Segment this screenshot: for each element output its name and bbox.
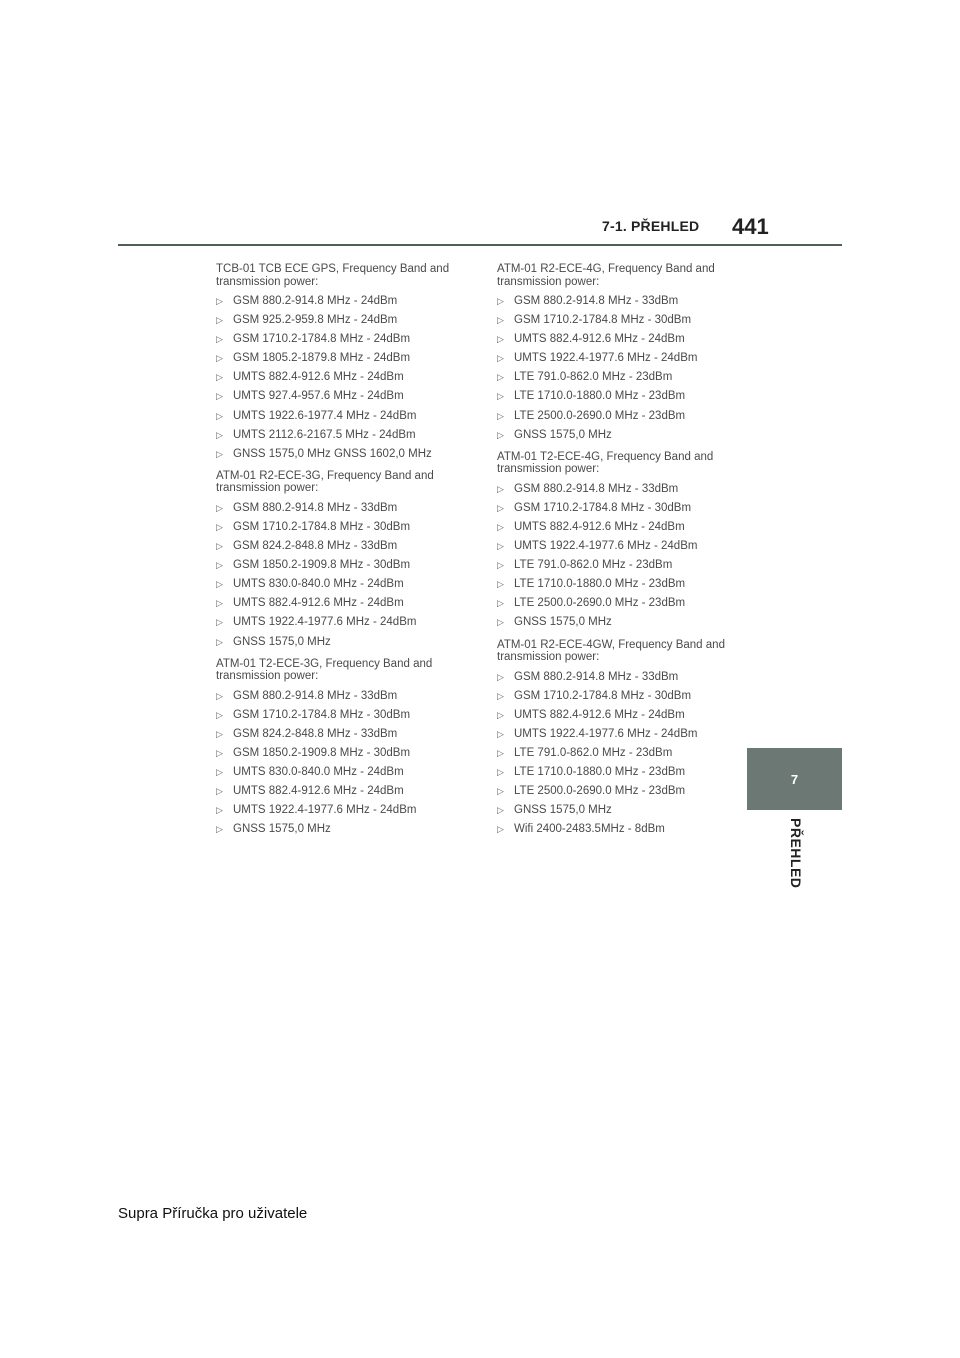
list-item — [497, 689, 759, 708]
list-item-text: UMTS 882.4-912.6 MHz - 24dBm — [233, 597, 404, 610]
frequency-list — [497, 482, 759, 635]
triangle-right-icon: ▷ — [497, 766, 504, 777]
triangle-right-icon: ▷ — [216, 579, 223, 590]
triangle-right-icon: ▷ — [216, 636, 223, 647]
list-item — [497, 482, 759, 501]
list-item — [216, 370, 478, 389]
list-item — [497, 409, 759, 428]
triangle-right-icon: ▷ — [497, 429, 504, 440]
list-item — [216, 447, 478, 466]
list-item-text: UMTS 2112.6-2167.5 MHz - 24dBm — [233, 428, 416, 441]
list-item — [216, 596, 478, 615]
list-item — [497, 615, 759, 634]
list-item-text: UMTS 830.0-840.0 MHz - 24dBm — [233, 765, 404, 778]
list-item — [216, 558, 478, 577]
list-item-text: LTE 2500.0-2690.0 MHz - 23dBm — [514, 785, 686, 798]
list-item — [216, 746, 478, 765]
list-item-text: GSM 1710.2-1784.8 MHz - 30dBm — [514, 689, 692, 702]
triangle-right-icon: ▷ — [216, 353, 223, 364]
list-item-text: UMTS 1922.6-1977.4 MHz - 24dBm — [233, 409, 417, 422]
list-item-text: GSM 1710.2-1784.8 MHz - 30dBm — [514, 314, 692, 327]
list-item-text: GSM 1805.2-1879.8 MHz - 24dBm — [233, 352, 411, 365]
list-item-text: UMTS 882.4-912.6 MHz - 24dBm — [233, 371, 404, 384]
list-item — [216, 635, 478, 654]
section-heading: ATM-01 T2-ECE-3G, Frequency Band and transmission power: — [216, 657, 433, 683]
list-item — [216, 520, 478, 539]
list-item — [216, 539, 478, 558]
triangle-right-icon: ▷ — [497, 296, 504, 306]
triangle-right-icon: ▷ — [497, 410, 504, 421]
list-item-text: GNSS 1575,0 MHz — [233, 823, 331, 836]
triangle-right-icon: ▷ — [497, 805, 504, 816]
list-item-text: UMTS 882.4-912.6 MHz - 24dBm — [514, 520, 685, 533]
list-item-text: GSM 1710.2-1784.8 MHz - 30dBm — [233, 708, 411, 721]
frequency-list — [497, 294, 759, 447]
list-item-text: UMTS 1922.4-1977.6 MHz - 24dBm — [233, 804, 417, 817]
triangle-right-icon: ▷ — [497, 824, 504, 835]
list-item-text: GSM 1710.2-1784.8 MHz - 24dBm — [233, 333, 411, 346]
list-item — [497, 539, 759, 558]
triangle-right-icon: ▷ — [497, 521, 504, 532]
list-item-text: UMTS 830.0-840.0 MHz - 24dBm — [233, 578, 404, 591]
left-column — [216, 263, 478, 845]
frequency-list — [497, 670, 759, 842]
list-item — [497, 294, 759, 313]
list-item — [216, 765, 478, 784]
triangle-right-icon: ▷ — [497, 786, 504, 797]
triangle-right-icon: ▷ — [497, 671, 504, 682]
right-column — [497, 263, 759, 845]
list-item — [497, 822, 759, 841]
list-item — [216, 689, 478, 708]
triangle-right-icon: ▷ — [497, 315, 504, 326]
list-item — [216, 409, 478, 428]
triangle-right-icon: ▷ — [216, 448, 223, 459]
list-item-text: LTE 2500.0-2690.0 MHz - 23dBm — [514, 597, 686, 610]
triangle-right-icon: ▷ — [497, 709, 504, 720]
list-item-text: LTE 791.0-862.0 MHz - 23dBm — [514, 746, 673, 759]
list-item-text: GSM 824.2-848.8 MHz - 33dBm — [233, 540, 398, 553]
list-item-text: GNSS 1575,0 MHz — [514, 804, 612, 817]
list-item-text: LTE 791.0-862.0 MHz - 23dBm — [514, 371, 673, 384]
list-item — [216, 501, 478, 520]
triangle-right-icon: ▷ — [497, 617, 504, 628]
list-item-text: Wifi 2400-2483.5MHz - 8dBm — [514, 823, 665, 836]
list-item-text: UMTS 882.4-912.6 MHz - 24dBm — [233, 785, 404, 798]
list-item-text: LTE 791.0-862.0 MHz - 23dBm — [514, 559, 673, 572]
list-item-text: GNSS 1575,0 MHz GNSS 1602,0 MHz — [233, 447, 432, 460]
list-item-text: GNSS 1575,0 MHz — [233, 635, 331, 648]
list-item-text: UMTS 927.4-957.6 MHz - 24dBm — [233, 390, 404, 403]
list-item — [497, 803, 759, 822]
section-heading: ATM-01 R2-ECE-4GW, Frequency Band and transmission power: — [497, 638, 725, 663]
list-item — [497, 313, 759, 332]
list-item-text: LTE 2500.0-2690.0 MHz - 23dBm — [514, 409, 686, 422]
list-item — [216, 803, 478, 822]
list-item — [216, 428, 478, 447]
section-title: 7-1. PŘEHLED — [602, 218, 700, 234]
list-item-text: LTE 1710.0-1880.0 MHz - 23dBm — [514, 578, 686, 591]
triangle-right-icon: ▷ — [216, 824, 223, 835]
list-item — [216, 822, 478, 841]
triangle-right-icon: ▷ — [216, 334, 223, 345]
list-item — [497, 501, 759, 520]
chapter-label: PŘEHLED — [788, 818, 804, 889]
triangle-right-icon: ▷ — [216, 315, 223, 326]
triangle-right-icon: ▷ — [216, 709, 223, 720]
list-item-text: GSM 880.2-914.8 MHz - 33dBm — [514, 482, 679, 495]
triangle-right-icon: ▷ — [216, 560, 223, 571]
list-item — [497, 577, 759, 596]
triangle-right-icon: ▷ — [497, 372, 504, 383]
triangle-right-icon: ▷ — [216, 429, 223, 440]
triangle-right-icon: ▷ — [216, 805, 223, 816]
list-item — [497, 784, 759, 803]
triangle-right-icon: ▷ — [216, 617, 223, 628]
list-item-text: GSM 880.2-914.8 MHz - 33dBm — [233, 689, 398, 702]
section-heading: ATM-01 R2-ECE-3G, Frequency Band and transmission power: — [216, 469, 434, 495]
list-item-text: LTE 1710.0-1880.0 MHz - 23dBm — [514, 765, 686, 778]
list-item — [216, 784, 478, 803]
list-item — [216, 727, 478, 746]
triangle-right-icon: ▷ — [216, 391, 223, 402]
triangle-right-icon: ▷ — [497, 353, 504, 364]
list-item — [497, 370, 759, 389]
triangle-right-icon: ▷ — [497, 560, 504, 571]
list-item — [497, 727, 759, 746]
triangle-right-icon: ▷ — [216, 372, 223, 383]
triangle-right-icon: ▷ — [216, 502, 223, 513]
list-item — [216, 351, 478, 370]
list-item-text: GSM 1850.2-1909.8 MHz - 30dBm — [233, 746, 411, 759]
list-item — [216, 708, 478, 727]
triangle-right-icon: ▷ — [216, 541, 223, 552]
list-item-text: GNSS 1575,0 MHz — [514, 616, 612, 629]
triangle-right-icon: ▷ — [216, 521, 223, 532]
triangle-right-icon: ▷ — [216, 690, 223, 701]
list-item-text: LTE 1710.0-1880.0 MHz - 23dBm — [514, 390, 686, 403]
list-item — [497, 746, 759, 765]
list-item-text: UMTS 1922.4-1977.6 MHz - 24dBm — [514, 727, 698, 740]
triangle-right-icon: ▷ — [216, 296, 223, 306]
list-item — [497, 520, 759, 539]
triangle-right-icon: ▷ — [497, 334, 504, 345]
list-item — [497, 765, 759, 784]
list-item — [497, 332, 759, 351]
section-heading: ATM-01 T2-ECE-4G, Frequency Band and transmission power: — [497, 450, 714, 476]
list-item-text: GSM 880.2-914.8 MHz - 33dBm — [233, 501, 398, 514]
header-divider — [118, 244, 842, 246]
triangle-right-icon: ▷ — [497, 598, 504, 609]
section-heading: TCB-01 TCB ECE GPS, Frequency Band and transmission power: — [216, 263, 450, 288]
list-item-text: GSM 880.2-914.8 MHz - 33dBm — [514, 670, 679, 683]
list-item-text: UMTS 1922.4-1977.6 MHz - 24dBm — [514, 540, 698, 553]
triangle-right-icon: ▷ — [216, 747, 223, 758]
list-item — [216, 577, 478, 596]
list-item — [497, 596, 759, 615]
list-item-text: GSM 880.2-914.8 MHz - 24dBm — [233, 295, 398, 307]
list-item — [497, 351, 759, 370]
list-item-text: UMTS 882.4-912.6 MHz - 24dBm — [514, 708, 685, 721]
frequency-list — [216, 501, 478, 654]
list-item-text: GSM 925.2-959.8 MHz - 24dBm — [233, 314, 398, 327]
list-item-text: GSM 824.2-848.8 MHz - 33dBm — [233, 727, 398, 740]
triangle-right-icon: ▷ — [497, 690, 504, 701]
triangle-right-icon: ▷ — [497, 541, 504, 552]
list-item — [216, 294, 478, 313]
list-item — [497, 670, 759, 689]
triangle-right-icon: ▷ — [497, 728, 504, 739]
list-item — [216, 389, 478, 408]
list-item-text: GSM 880.2-914.8 MHz - 33dBm — [514, 295, 679, 307]
list-item — [216, 615, 478, 634]
triangle-right-icon: ▷ — [497, 483, 504, 494]
chapter-tab — [747, 748, 842, 810]
list-item — [216, 313, 478, 332]
triangle-right-icon: ▷ — [216, 766, 223, 777]
list-item-text: GSM 1710.2-1784.8 MHz - 30dBm — [514, 501, 692, 514]
triangle-right-icon: ▷ — [216, 728, 223, 739]
triangle-right-icon: ▷ — [497, 502, 504, 513]
list-item-text: UMTS 1922.4-1977.6 MHz - 24dBm — [514, 352, 698, 365]
footer-manual-title: Supra Příručka pro uživatele — [118, 1205, 308, 1222]
triangle-right-icon: ▷ — [216, 410, 223, 421]
list-item — [497, 428, 759, 447]
frequency-list — [216, 689, 478, 842]
list-item-text: UMTS 882.4-912.6 MHz - 24dBm — [514, 333, 685, 346]
triangle-right-icon: ▷ — [497, 579, 504, 590]
list-item — [497, 558, 759, 577]
frequency-list — [216, 294, 478, 466]
triangle-right-icon: ▷ — [216, 598, 223, 609]
list-item — [497, 389, 759, 408]
triangle-right-icon: ▷ — [497, 391, 504, 402]
list-item-text: GNSS 1575,0 MHz — [514, 428, 612, 441]
list-item — [216, 332, 478, 351]
list-item — [497, 708, 759, 727]
section-heading: ATM-01 R2-ECE-4G, Frequency Band and transmission power: — [497, 263, 715, 288]
list-item-text: GSM 1710.2-1784.8 MHz - 30dBm — [233, 520, 411, 533]
list-item-text: UMTS 1922.4-1977.6 MHz - 24dBm — [233, 616, 417, 629]
chapter-number: 7 — [790, 772, 799, 787]
triangle-right-icon: ▷ — [216, 786, 223, 797]
page-number: 441 — [732, 214, 769, 239]
list-item-text: GSM 1850.2-1909.8 MHz - 30dBm — [233, 559, 411, 572]
triangle-right-icon: ▷ — [497, 747, 504, 758]
